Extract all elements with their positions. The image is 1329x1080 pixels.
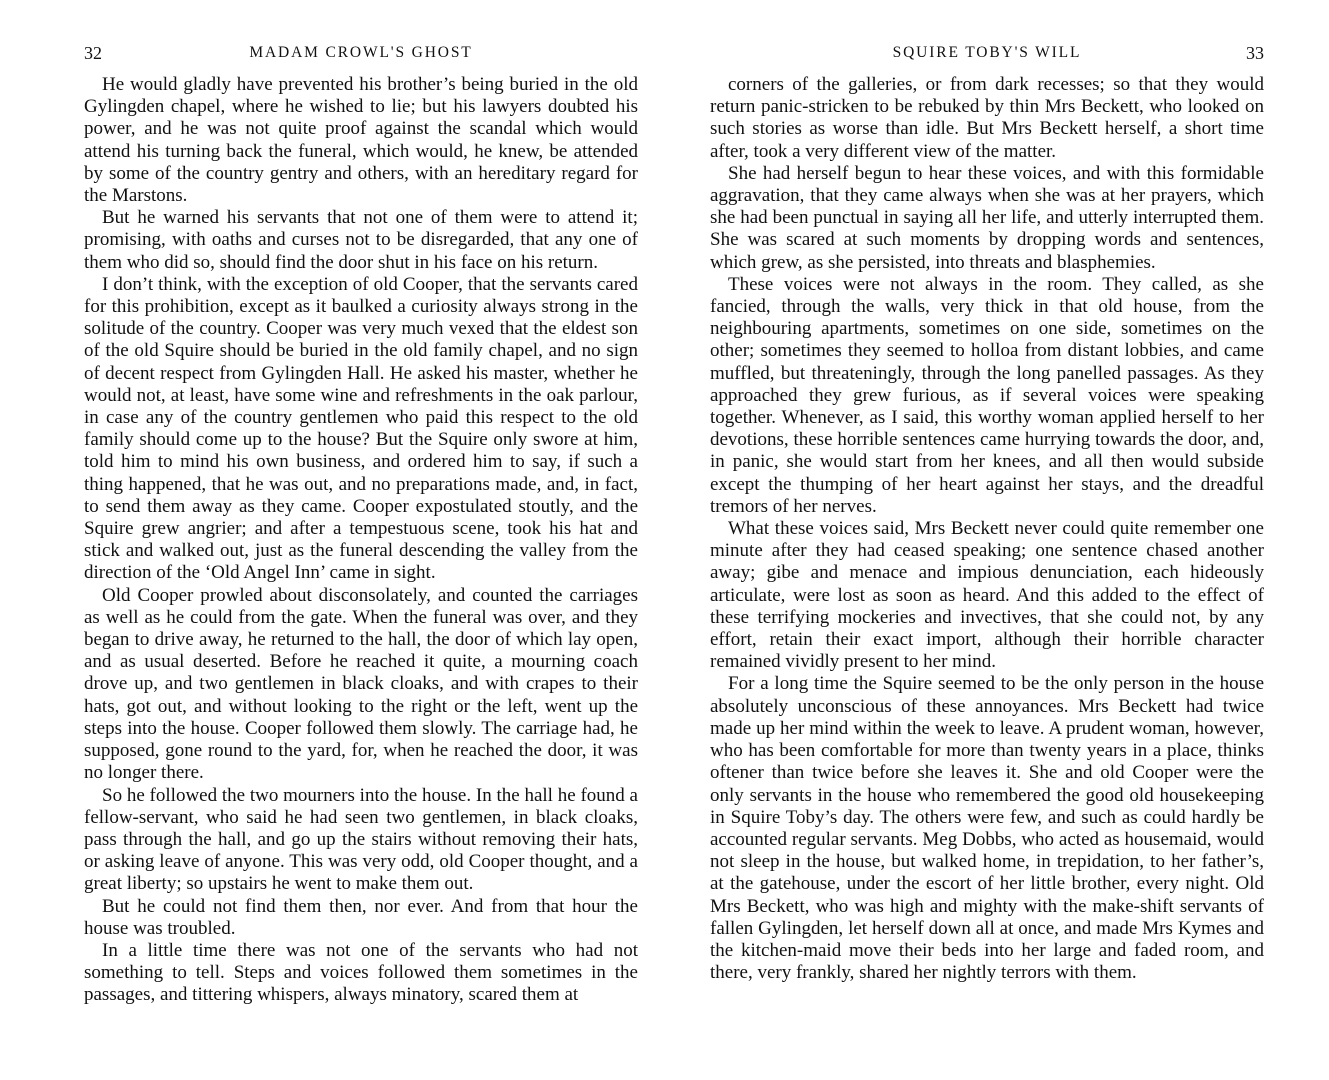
right-page-body: [710, 74, 1264, 984]
paragraph: These voices were not always in the room. They called, as she fancied, through the walls, very thick in that old house, from the neighbouring apartments, sometimes on one side, sometimes on the other; sometimes they seemed to holloa from distant lobbies, and came muffled, but threateningly, through the long panelled passages. As they approached they grew furious, as if several voices were speaking together. Whenever, as I said, this worthy woman applied herself to her devotions, these horrible sentences came hurrying towards the door, and, in panic, she would start from her knees, and all then would subside except the thumping of her heart against her stays, and the dreadful tremors of her nerves.: [710, 273, 1264, 517]
paragraph: What these voices said, Mrs Beckett never could quite remember one minute after they had ceased speaking; one sentence chased another away; gibe and menace and impious denunciation, each hideously articulate, were lost as soon as heard. And this added to the effect of these terrifying mockeries and invectives, that she could not, by any effort, retain their exact import, although their horrible character remained vividly present to her mind.: [710, 518, 1264, 673]
paragraph: Old Cooper prowled about disconsolately, and counted the carriages as well as he could from the gate. When the funeral was over, and they began to drive away, he returned to the hall, the door of which lay open, and as usual deserted. Before he reached it quite, a mourning coach drove up, and two gentlemen in black cloaks, and with crapes to their hats, got out, and without looking to the right or the left, went up the steps into the house. Cooper followed them slowly. The carriage had, he supposed, gone round to the yard, for, when he reached the door, it was no longer there.: [84, 584, 638, 784]
left-page-header: [84, 43, 638, 67]
right-running-head: SQUIRE TOBY'S WILL: [892, 44, 1082, 61]
paragraph: She had herself begun to hear these voices, and with this formidable aggravation, that they came always when she was at her prayers, which she had been punctual in saying all her life, and utterly interrupted them. She was scared at such moments by dropping words and sentences, which grew, as she persisted, into threats and blasphemies.: [710, 162, 1264, 273]
paragraph: But he warned his servants that not one of them were to attend it; promising, with oaths and curses not to be disregarded, that any one of them who did so, should find the door shut in his face on his return.: [84, 207, 638, 273]
paragraph: In a little time there was not one of the servants who had not something to tell. Steps and voices followed them sometimes in the passages, and tittering whispers, always minatory, scared them at: [84, 939, 638, 1006]
left-page-body: [84, 74, 638, 1007]
paragraph: He would gladly have prevented his brother’s being buried in the old Gylingden chapel, where he wished to lie; but his lawyers doubted his power, and he was not quite proof against the scandal which would attend his turning back the funeral, which would, he knew, be attended by some of the country gentry and others, with an hereditary regard for the Marstons.: [84, 74, 638, 207]
right-page-header: [710, 43, 1264, 67]
paragraph: For a long time the Squire seemed to be the only person in the house absolutely unconscious of these annoyances. Mrs Beckett had twice made up her mind within the week to leave. A prudent woman, however, who has been comfortable for more than twenty years in a place, thinks oftener than twice before she leaves it. She and old Cooper were the only servants in the house who remembered the good old housekeeping in Squire Toby’s day. The others were few, and such as could hardly be accounted regular servants. Meg Dobbs, who acted as housemaid, would not sleep in the house, but walked home, in trepidation, to her father’s, at the gatehouse, under the escort of her little brother, every night. Old Mrs Beckett, who was high and mighty with the make-shift servants of fallen Gylingden, let herself down all at once, and made Mrs Kymes and the kitchen-maid move their beds into her large and faded room, and there, very frankly, shared her nightly terrors with them.: [710, 673, 1264, 984]
left-page-number: 32: [84, 43, 102, 63]
right-page-number: 33: [1246, 43, 1264, 63]
left-running-head: MADAM CROWL'S GHOST: [249, 44, 473, 61]
paragraph: corners of the galleries, or from dark recesses; so that they would return panic-stricken to be rebuked by thin Mrs Beckett, who looked on such stories as worse than idle. But Mrs Beckett herself, a short time after, took a very different view of the matter.: [710, 74, 1264, 162]
paragraph: But he could not find them then, nor ever. And from that hour the house was troubled.: [84, 895, 638, 939]
paragraph: So he followed the two mourners into the house. In the hall he found a fellow-servant, who said he had seen two gentlemen, in black cloaks, pass through the hall, and go up the stairs without removing their hats, or asking leave of anyone. This was very odd, old Cooper thought, and a great liberty; so upstairs he went to make them out.: [84, 784, 638, 895]
paragraph: I don’t think, with the exception of old Cooper, that the servants cared for this prohibition, except as it baulked a curiosity always strong in the solitude of the country. Cooper was very much vexed that the eldest son of the old Squire should be buried in the old family chapel, and no sign of decent respect from Gylingden Hall. He asked his master, whether he would not, at least, have some wine and refreshments in the oak parlour, in case any of the country gentlemen who paid this respect to the old family should come up to the house? But the Squire only swore at him, told him to mind his own business, and ordered him to say, if such a thing happened, that he was out, and no preparations made, and, in fact, to send them away as they came. Cooper expostulated stoutly, and the Squire grew angrier; and after a tempestuous scene, took his hat and stick and walked out, just as the funeral descending the valley from the direction of the ‘Old Angel Inn’ came in sight.: [84, 273, 638, 584]
